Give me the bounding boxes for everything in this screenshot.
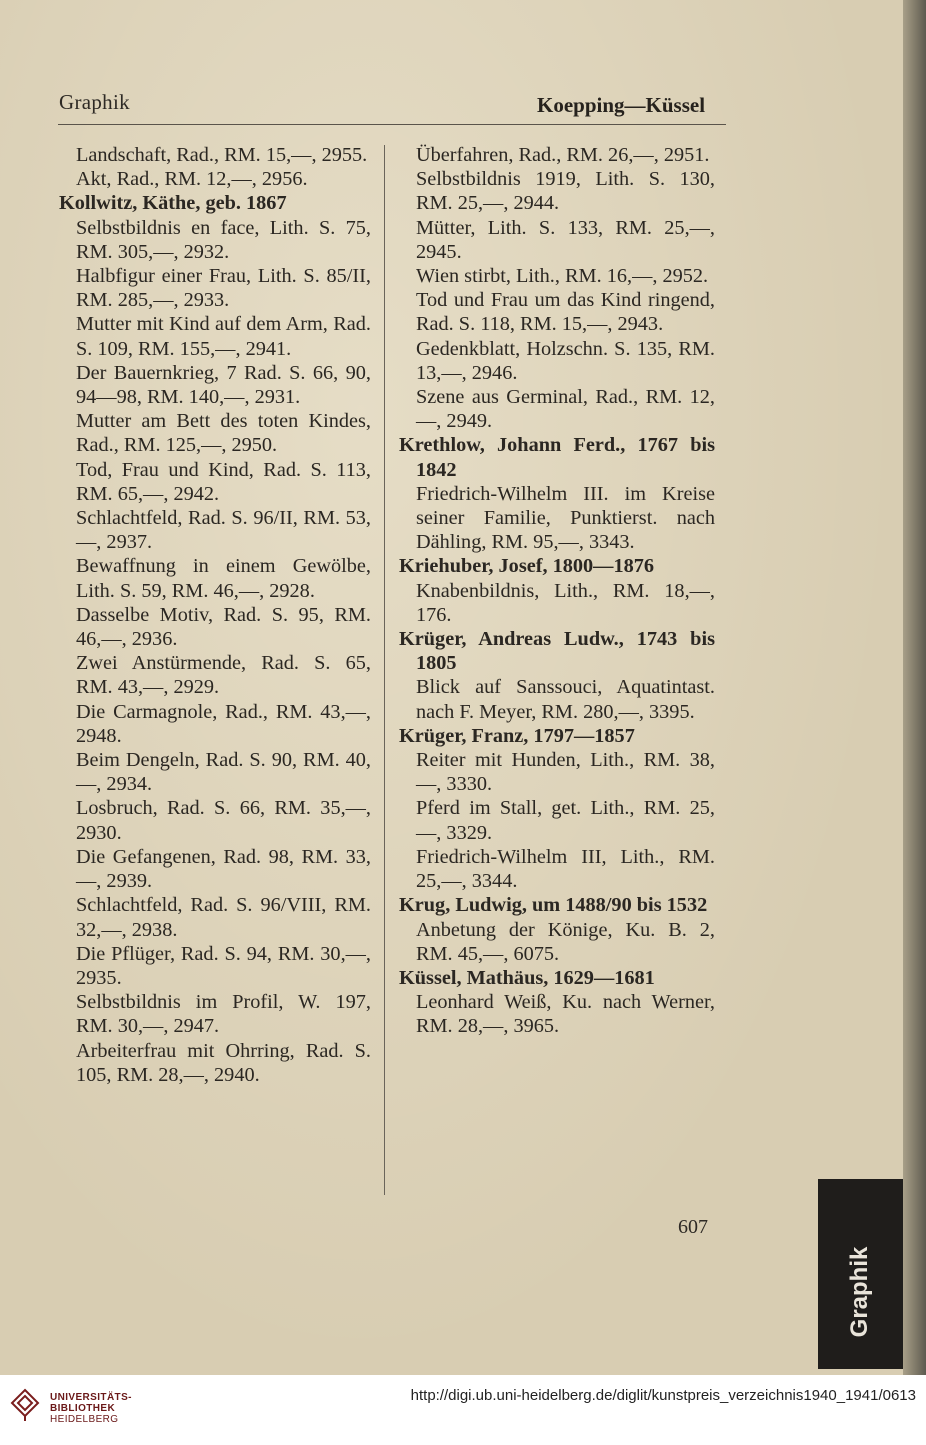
catalog-entry: Losbruch, Rad. S. 66, RM. 35,—, 2930. [76, 797, 371, 844]
catalog-entry: Mutter mit Kind auf dem Arm, Rad. S. 109, RM. 155,—, 2941. [76, 313, 371, 360]
catalog-entry: Selbstbildnis en face, Lith. S. 75, RM. 305,—, 2932. [76, 216, 371, 263]
source-url-link[interactable]: http://digi.ub.uni-heidelberg.de/diglit/kunstpreis_verzeichnis1940_1941/0613 [410, 1387, 916, 1404]
artist-heading: Kollwitz, Käthe, geb. 1867 [59, 192, 287, 215]
right-column [399, 143, 715, 1039]
catalog-entry: Beim Dengeln, Rad. S. 90, RM. 40,—, 2934. [76, 749, 371, 796]
catalog-entry: Szene aus Germinal, Rad., RM. 12,—, 2949. [416, 386, 715, 433]
left-column [59, 143, 371, 1087]
page-edge [903, 0, 926, 1375]
catalog-entry: Die Pflüger, Rad. S. 94, RM. 30,—, 2935. [76, 942, 371, 989]
page-number: 607 [678, 1216, 708, 1238]
library-name-line: BIBLIOTHEK [50, 1403, 116, 1414]
artist-heading: Krüger, Franz, 1797—1857 [399, 724, 635, 747]
catalog-entry: Gedenkblatt, Holzschn. S. 135, RM. 13,—, 2946. [416, 337, 715, 384]
catalog-entry: Pferd im Stall, get. Lith., RM. 25,—, 3329. [416, 797, 715, 844]
catalog-entry: Schlachtfeld, Rad. S. 96/VIII, RM. 32,—, 2938. [76, 894, 371, 941]
artist-heading: Krethlow, Johann Ferd., 1767 bis 1842 [399, 434, 715, 481]
footer-bar [0, 1375, 926, 1445]
catalog-entry: Selbstbildnis im Profil, W. 197, RM. 30,—, 2947. [76, 991, 371, 1038]
catalog-entry: Zwei Anstürmende, Rad. S. 65, RM. 43,—, 2929. [76, 652, 371, 699]
catalog-entry: Die Gefangenen, Rad. 98, RM. 33,—, 2939. [76, 845, 371, 893]
catalog-entry: Blick auf Sanssouci, Aquatintast. nach F. Meyer, RM. 280,—, 3395. [416, 676, 715, 723]
running-head-range: Koepping—Küssel [537, 93, 706, 117]
catalog-entry: Die Carmagnole, Rad., RM. 43,—, 2948. [76, 700, 371, 747]
library-logo-icon [10, 1388, 40, 1422]
library-name-line: UNIVERSITÄTS- [50, 1392, 132, 1403]
catalog-entry: Knabenbildnis, Lith., RM. 18,—, 176. [416, 579, 715, 626]
catalog-entry: Dasselbe Motiv, Rad. S. 95, RM. 46,—, 2936. [76, 603, 371, 651]
library-name-line: HEIDELBERG [50, 1414, 119, 1425]
catalog-entry: Tod und Frau um das Kind ringend, Rad. S. 118, RM. 15,—, 2943. [416, 289, 715, 336]
column-divider [384, 145, 385, 1195]
catalog-entry: Tod, Frau und Kind, Rad. S. 113, RM. 65,—, 2942. [76, 458, 371, 505]
catalog-entry: Reiter mit Hunden, Lith., RM. 38,—, 3330. [416, 749, 715, 796]
artist-heading: Küssel, Mathäus, 1629—1681 [399, 966, 655, 989]
artist-heading: Krug, Ludwig, um 1488/90 bis 1532 [399, 894, 708, 917]
catalog-entry: Anbetung der Könige, Ku. B. 2, RM. 45,—, 6075. [416, 918, 715, 965]
artist-heading: Kriehuber, Josef, 1800—1876 [399, 555, 655, 578]
catalog-entry: Überfahren, Rad., RM. 26,—, 2951. [416, 144, 710, 166]
catalog-entry: Wien stirbt, Lith., RM. 16,—, 2952. [416, 265, 709, 288]
catalog-entry: Mutter am Bett des toten Kindes, Rad., RM. 125,—, 2950. [76, 410, 371, 457]
catalog-entry: Arbeiterfrau mit Ohrring, Rad. S. 105, RM. 28,—, 2940. [76, 1039, 371, 1086]
catalog-entry: Selbstbildnis 1919, Lith. S. 130, RM. 25,—, 2944. [416, 168, 715, 215]
library-name [50, 1392, 132, 1425]
catalog-entry: Landschaft, Rad., RM. 15,—, 2955. [76, 144, 368, 166]
catalog-entry: Schlachtfeld, Rad. S. 96/II, RM. 53,—, 2937. [76, 507, 371, 554]
artist-heading: Krüger, Andreas Ludw., 1743 bis 1805 [399, 628, 715, 675]
catalog-entry: Der Bauernkrieg, 7 Rad. S. 66, 90, 94—98, RM. 140,—, 2931. [76, 361, 371, 409]
catalog-entry: Mütter, Lith. S. 133, RM. 25,—, 2945. [416, 216, 715, 263]
catalog-entry: Bewaffnung in einem Gewölbe, Lith. S. 59, RM. 46,—, 2928. [76, 555, 371, 602]
section-tab-label: Graphik [846, 1246, 873, 1338]
running-head-section: Graphik [59, 90, 130, 114]
catalog-entry: Friedrich-Wilhelm III. im Kreise seiner Familie, Punktierst. nach Dähling, RM. 95,—, 3343. [416, 482, 715, 554]
catalog-entry: Akt, Rad., RM. 12,—, 2956. [76, 168, 308, 191]
catalog-entry: Leonhard Weiß, Ku. nach Werner, RM. 28,—, 3965. [416, 991, 715, 1038]
header-rule [58, 124, 726, 125]
catalog-entry: Friedrich-Wilhelm III, Lith., RM. 25,—, 3344. [416, 845, 715, 893]
catalog-entry: Halbfigur einer Frau, Lith. S. 85/II, RM. 285,—, 2933. [76, 265, 371, 312]
